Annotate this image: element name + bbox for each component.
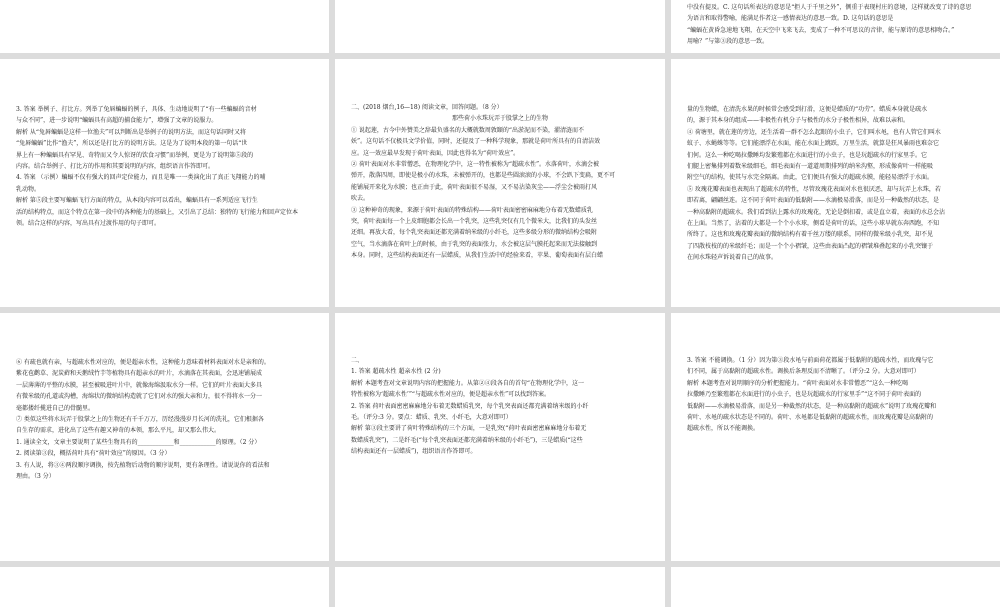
analysis-heading: 解析 本题考查对文章说明内容的把握能力。从第②④段各自的首句“在物理化学中，这一	[351, 379, 584, 387]
text-line: 拉撒睡乃至繁殖都在水面进行的小虫子，也是玩超疏水的行家里手”“这不同于荷叶表面的	[687, 391, 922, 399]
answer-heading: 1. 答案 超疏水性 超亲水性 (2 分)	[351, 368, 441, 376]
text-line: 为语言和取得警喻，能满足作者这一感情表达的意思一致。D. 这句话的意思是	[687, 15, 894, 23]
analysis-heading: 解析 第③段主要讲了荷叶特殊结构的三个方面，一是乳突(“荷叶表面密密麻麻地分布着无	[351, 425, 587, 433]
text-line: 荷叶、水黾的疏水状态是不同的。荷叶、水黾都是低黏附的超疏水性，而玫瑰花瓣是高黏附的	[687, 414, 934, 422]
paragraph-line: 的，源于其本身的组成——非极性有机分子与极性的水分子极性相异，故难以亲和。	[687, 117, 910, 125]
text-line: 领。结合这样的内容，写出具有过渡作用的句子即可。	[16, 220, 161, 228]
paragraph-line: 蚊子、水蝇蛛等等。它们能漂浮在水面，能在水面上跳跃，万里生活，就算是狂风暴雨也难奈它	[687, 140, 940, 148]
document-page	[0, 313, 329, 561]
paragraph-line: 附空气的结构，使其与水完全隔离。由此，它们便具有强大的超疏水膜，能轻易漂浮于水面。	[687, 174, 934, 182]
paragraph-line: ⑤ 玫瑰花瓣表面也表现出了超疏水的特性，尽管玫瑰花表面对水也很厌恶，却与玩弄上水珠，若	[687, 185, 941, 193]
text-line: 低黏附——水滴极易滑落，而是另一种截然的状态，是一种高黏附的超疏水”说明了玫瑰花瓣和	[687, 402, 937, 410]
paragraph-line: 应。这一效应最早发现于荷叶表面，因此也得名为“荷叶效应”。	[351, 149, 520, 157]
analysis-heading: 解析 从“兔唇蝙蝠是这样一位渔夫”可以判断出是举例子的说明方法，而这句话同时又将	[16, 128, 247, 136]
text-line: 用喻？”与第③段的意思一致。	[687, 38, 769, 46]
text-line: 超疏水性，所以不能调换。	[687, 425, 760, 433]
document-page	[335, 0, 665, 53]
document-page	[0, 59, 329, 307]
analysis-heading: 解析 本题考查对说明顺序的分析把握能力。“荷叶表面对水非常憎恶”“这么一种吃喝	[687, 379, 909, 387]
answer-heading: 4. 答案 （示例）蝙蝠不仅有强大的回声定位能力，而且是唯一一类演化出了真正飞翔能力的哺	[16, 174, 266, 182]
paragraph-line: 还细。再放大看，每个乳突表面还都充满着纳米级的小纤毛，这些多级分形的微纳结构会吸附	[351, 229, 598, 237]
paragraph-line: 本身。同时，这些结构表面还有一层蜡质，从我们生活中的经验来看，苹果、葡萄表面有层白蜡	[351, 252, 604, 260]
paragraph-line: 们何。这么一种吃喝拉撒睡均发繁殖都在水面进行的小虫子，也是玩超疏水的行家里手。它	[687, 151, 928, 159]
document-page	[335, 313, 665, 561]
paragraph-line: 自生存的需求，进化出了这些有趣又神奇的本领，那么平凡，却又那么伟大。	[16, 427, 221, 435]
article-title: 那些荷小水珠玩弄于股掌之上的生物	[451, 115, 548, 123]
answer-heading: 3. 答案 举例子、打比方。列举了兔唇蝙蝠的例子，具体、生动地说明了“有一些蝙蝠的音材	[16, 106, 257, 113]
paragraph-line: 紫花苞鹳草、泥炭藓和天鹅绒竹芋等植物具有超亲水的叶片，水滴落在其表面，会迅速铺展成	[16, 370, 263, 378]
text-line: 乳动物。	[16, 185, 41, 193]
text-line: 内容。结合举例子、打比方的作用和其要说明的内容，组织语言作答即可。	[16, 163, 215, 171]
paragraph-line: 空气，当水滴落在荷叶上的时候，由于乳突的表面张力，水会被这层气膜托起来而无法接触到	[351, 240, 598, 248]
paragraph-line: 所终了。这也和玫瑰花瓣表面的微纳结构有着千丝万缕的联系，同样的微米级小乳突，却不见	[687, 231, 934, 239]
document-page	[0, 567, 329, 607]
paragraph-line: 有微米级的孔道或沟槽，海绵状的微纳结构造就了它们对水的强大亲和力，很不得将水一分一	[16, 393, 263, 401]
text-line: 们不同，属于高黏附的超疏水性。调换后条理反而不清晰了。（评分:2 分。大意对即可）	[687, 368, 920, 376]
paragraph-line: 在间水珠轻声诉说着自己的故事。	[687, 254, 778, 262]
paragraph-line: 量的生物蜡，在清洗水果的时候常会感受到打滑，这便是蜡质的“功劳”。蜡质本身就是疏水	[687, 106, 928, 113]
answer-heading: 3. 答案 不能调换。（1 分）因为第③段水黾与前面荷花都属于低黏附的超疏水性，而玫瑰与它	[687, 357, 934, 364]
question-line: 理由。（3 分）	[16, 473, 55, 481]
paragraph-line: 妖”。这句话不仅极具文学价值，同时，还提及了一种科学现象，那就是荷叶所具有的自清洁效	[351, 138, 601, 146]
question-heading: 二、(2018 烟台,16—18) 阅读文章，回答问题。（8 分）	[351, 104, 503, 111]
text-line: “兔唇蝙蝠”比作“渔夫”，所以还是打比方的说明方法。这是为了说明本段的第一句话“世	[16, 140, 248, 148]
paragraph-line: ⑦ 类似这些将水玩弄于股掌之上的生物还有千千万万，历经漫漫岁月长河的洗礼，它们根据各	[16, 416, 264, 424]
paragraph-line: ① 说起莲，古今中外赞美之辞最负盛名的大概就数周敦颐的“出淤泥而不染，濯清涟而不	[351, 126, 584, 134]
paragraph-line: ⑥ 有疏也就有亲，与超疏水性对应的，便是超亲水性，这种能力意味着材料表面对水是亲和的。	[16, 359, 270, 366]
text-line: 数蜡质乳突”)，二是纤毛(“每个乳突表面还都充满着纳米级的小纤毛”)，三是蜡质(“这些	[351, 436, 583, 444]
paragraph-line: ③ 这种神奇的现象，来源于荷叶表面的特殊结构——荷叶表面密密麻麻地分布着无数蜡质乳	[351, 206, 593, 214]
paragraph-line: 毫都搂纤揽进自己的骨髓里。	[16, 404, 95, 412]
document-page	[335, 59, 665, 307]
document-page	[671, 313, 1000, 561]
answer-heading: 2. 答案 荷叶表面密密麻麻地分布着无数蜡质乳突，每个乳突表面还都充满着纳米级的小纤	[351, 402, 589, 410]
text-line: 活的结构特点，而这个特点在第一段中的各种能力的基础上，又引出了总结：独特的飞行能力和回声定位本	[16, 208, 299, 216]
paragraph-line: ④ 荷塘里，就在莲的旁边，还生活着一群不怎么起眼的小虫子，它们叫水黾，也有人管它们叫水	[687, 128, 941, 136]
section-heading: 二、	[351, 357, 364, 364]
text-line: “蝙蝠在黄昏急速地飞翔，在天空中飞来飞去，变成了一种不可思议的音律，能与原诗的意思相吻合。”	[687, 26, 955, 34]
analysis-heading: 解析 第⑤段主要写蝙蝠飞行方面的特点，从本段内容可以看出，蝙蝠具有一系列适应飞行生	[16, 197, 258, 205]
paragraph-line: 吹去。	[351, 195, 370, 203]
paragraph-line: ② 荷叶表面对水非常憎恶，在物理化学中，这一特性被称为“超疏水性”。水落荷叶，水滴会被	[351, 161, 600, 169]
paragraph-line: 能铺展开来化为水膜；也正由于此，荷叶表面很不易湿，又不易沾染灰尘——浮尘会被雨打风	[351, 183, 598, 191]
text-line: 与众不同”，进一步说明“蝙蝠具有高超的捕食能力”，增强了文章的说服力。	[16, 117, 218, 125]
paragraph-line: 们腿上密集排列着数米级细毛，细毛表面有一道道周期排列的纳米沟壑，形成像荷叶一样能吸	[687, 163, 934, 171]
question-line: 1. 通读全文，文章主要说明了某些生物具有的____________和____________的原理。（2 分）	[16, 438, 261, 446]
document-page	[671, 567, 1000, 607]
text-line: 结构表面还有一层蜡质”)，组织语言作答即可。	[351, 448, 477, 456]
text-line: 特性被称为‘超疏水性’”“与超疏水性对应的，便是超亲水性”可以找到答案。	[351, 391, 551, 399]
question-line: 3. 有人说，将③④两段顺序调换，按先植物后动物的顺序说明，更有条理性。请说说你的看法和	[16, 461, 270, 469]
text-line: 毛。（评分:3 分。要点：蜡质、乳突、小纤毛，大意对即可）	[351, 414, 512, 422]
paragraph-line: 突，荷叶表面每一个上皮细胞都会长出一个乳突，这些乳突仅有几个微米大，比我们的头发丝	[351, 218, 598, 226]
paragraph-line: 一种高黏附的超疏水。我们看到沾上露水的玫瑰花，无论是倒扣着，或是直立着，表面的水总会沾	[687, 208, 946, 216]
document-page	[335, 567, 665, 607]
paragraph-line: 弹开，散落四周，即使是极小的水珠，未被弹开的，也都是些圆滚滚的小球，不会趴下变扁，更不可	[351, 172, 616, 180]
paragraph-line: 在上面。当然了，沾着的大都是一个个小水球，侧看是荷叶的话，这些小球早就东奔西跑，不知	[687, 220, 940, 228]
paragraph-line: 了四散枝枝的的米级纤毛；而是一个个小褶皱，这些由表面凸起的褶皱堆叠起来的小乳突镶于	[687, 242, 934, 250]
paragraph-line: 即若离，翩翩丝连。这不同于荷叶表面的低黏附——水滴极易滑落，而是另一种截然的状态，是	[687, 197, 940, 205]
text-line: 界上有一种蝙蝠具有罕见、奇特而又令人惊讶的饮食习惯”而举例，更是为了说明第⑤段的	[16, 151, 254, 159]
document-page	[671, 59, 1000, 307]
document-page	[671, 0, 1000, 53]
document-page	[0, 0, 329, 53]
question-line: 2. 阅读第③段，概括荷叶具有“荷叶效应”的原因。（3 分）	[16, 450, 171, 458]
paragraph-line: 一层薄薄的平整的水膜，甚至被吸进叶片中，就像海绵汲取水分一样。它们的叶片表面大多具	[16, 381, 263, 389]
text-line: 中没有提及。C. 这句话所表达的意思是“拒人于千里之外”，侧重于表现村庄的意境，这样就改变了诗的意思	[687, 4, 972, 11]
